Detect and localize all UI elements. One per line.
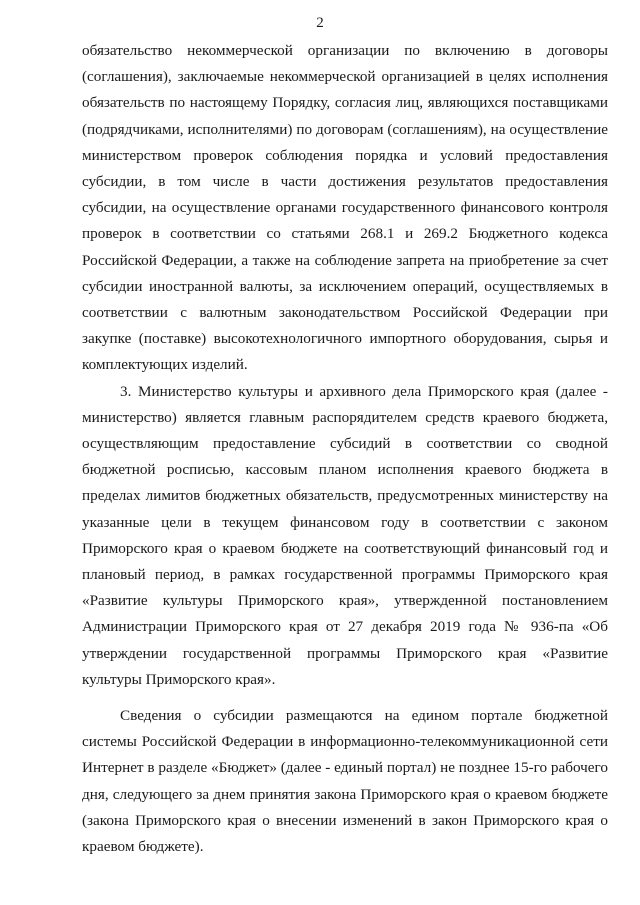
document-body: [82, 38, 608, 860]
paragraph-ministry-role: 3. Министерство культуры и архивного дела Приморского края (далее - министерство) является главным распорядителем средств краевого бюджета, осуществляющим предоставление субсидий в соответствии со сводной бюджетной росписью, кассовым планом исполнения краевого бюджета в пределах лимитов бюджетных обязательств, предусмотренных министерству на указанные цели в текущем финансовом году в соответствии с законом Приморского края о краевом бюджете на соответствующий финансовый год и плановый период, в рамках государственной программы Приморского края «Развитие культуры Приморского края», утвержденной постановлением Администрации Приморского края от 27 декабря 2019 года № 936-па «Об утверждении государственной программы Приморского края «Развитие культуры Приморского края».: [82, 382, 608, 688]
paragraph-consent-obligation: обязательство некоммерческой организации по включению в договоры (соглашения), заключаемые некоммерческой организацией в целях исполнения обязательств по настоящему Порядку, согласия лиц, являющихся поставщиками (подрядчиками, исполнителями) по договорам (соглашениям), на осуществление министерством проверок соблюдения порядка и условий предоставления субсидии, в том числе в части достижения результатов предоставления субсидии, на осуществление органами государственного финансового контроля проверок в соответствии со статьями 268.1 и 269.2 Бюджетного кодекса Российской Федерации, а также на соблюдение запрета на приобретение за счет субсидии иностранной валюты, за исключением операций, осуществляемых в соответствии с валютным законодательством Российской Федерации при закупке (поставке) высокотехнологичного импортного оборудования, сырья и комплектующих изделий.: [82, 42, 608, 374]
page-number: 2: [316, 15, 324, 31]
paragraph-subsidy-publication: Сведения о субсидии размещаются на едином портале бюджетной системы Российской Федерации в информационно-телекоммуникационной сети Интернет в разделе «Бюджет» (далее - единый портал) не позднее 15-го рабочего дня, следующего за днем принятия закона Приморского края о краевом бюджете (закона Приморского края о внесении изменений в закон Приморского края о краевом бюджете).: [82, 707, 608, 856]
